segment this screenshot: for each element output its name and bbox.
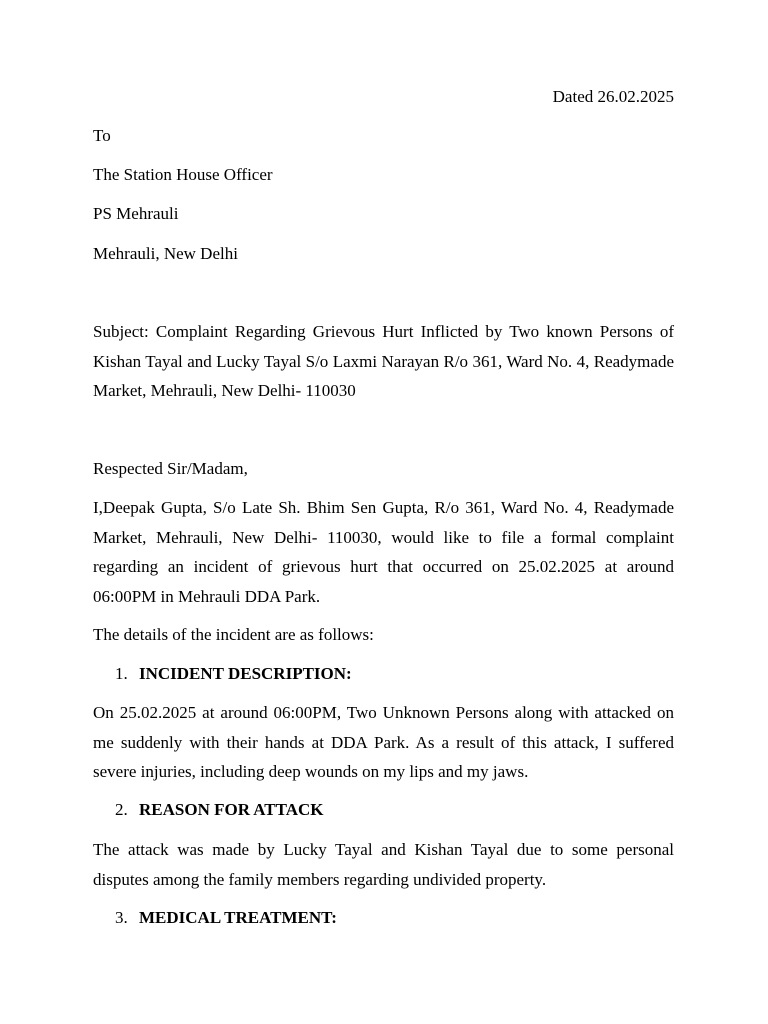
- reason-paragraph: The attack was made by Lucky Tayal and Kishan Tayal due to some personal disputes among the family members regarding undivided property.: [93, 840, 674, 889]
- section-number: 1.: [115, 664, 128, 683]
- section-heading-reason: [115, 800, 324, 820]
- intro-paragraph: I,Deepak Gupta, S/o Late Sh. Bhim Sen Gupta, R/o 361, Ward No. 4, Readymade Market, Mehrauli, New Delhi- 110030, would like to file a formal complaint regarding an incident of grievous hurt that occurred on 25.02.2025 at around 06:00PM in Mehrauli DDA Park.: [93, 498, 674, 606]
- subject-paragraph: Subject: Complaint Regarding Grievous Hurt Inflicted by Two known Persons of Kishan Tayal and Lucky Tayal S/o Laxmi Narayan R/o 361, Ward No. 4, Readymade Market, Mehrauli, New Delhi- 110030: [93, 322, 674, 400]
- salutation: Respected Sir/Madam,: [93, 459, 248, 478]
- station-line: PS Mehrauli: [93, 204, 179, 223]
- incident-description-paragraph: On 25.02.2025 at around 06:00PM, Two Unknown Persons along with attacked on me suddenly with their hands at DDA Park. As a result of this attack, I suffered severe injuries, including deep wounds on my lips and my jaws.: [93, 703, 674, 781]
- recipient-line: The Station House Officer: [93, 165, 273, 184]
- section-title: REASON FOR ATTACK: [139, 800, 324, 819]
- section-title: MEDICAL TREATMENT:: [139, 908, 337, 927]
- details-intro: The details of the incident are as follows:: [93, 625, 374, 644]
- section-number: 3.: [115, 908, 128, 927]
- to-line: To: [93, 126, 111, 145]
- letter-date: Dated 26.02.2025: [552, 87, 674, 106]
- location-line: Mehrauli, New Delhi: [93, 244, 238, 263]
- section-number: 2.: [115, 800, 128, 819]
- section-title: INCIDENT DESCRIPTION:: [139, 664, 352, 683]
- section-heading-medical: [115, 908, 337, 928]
- section-heading-incident: [115, 664, 352, 684]
